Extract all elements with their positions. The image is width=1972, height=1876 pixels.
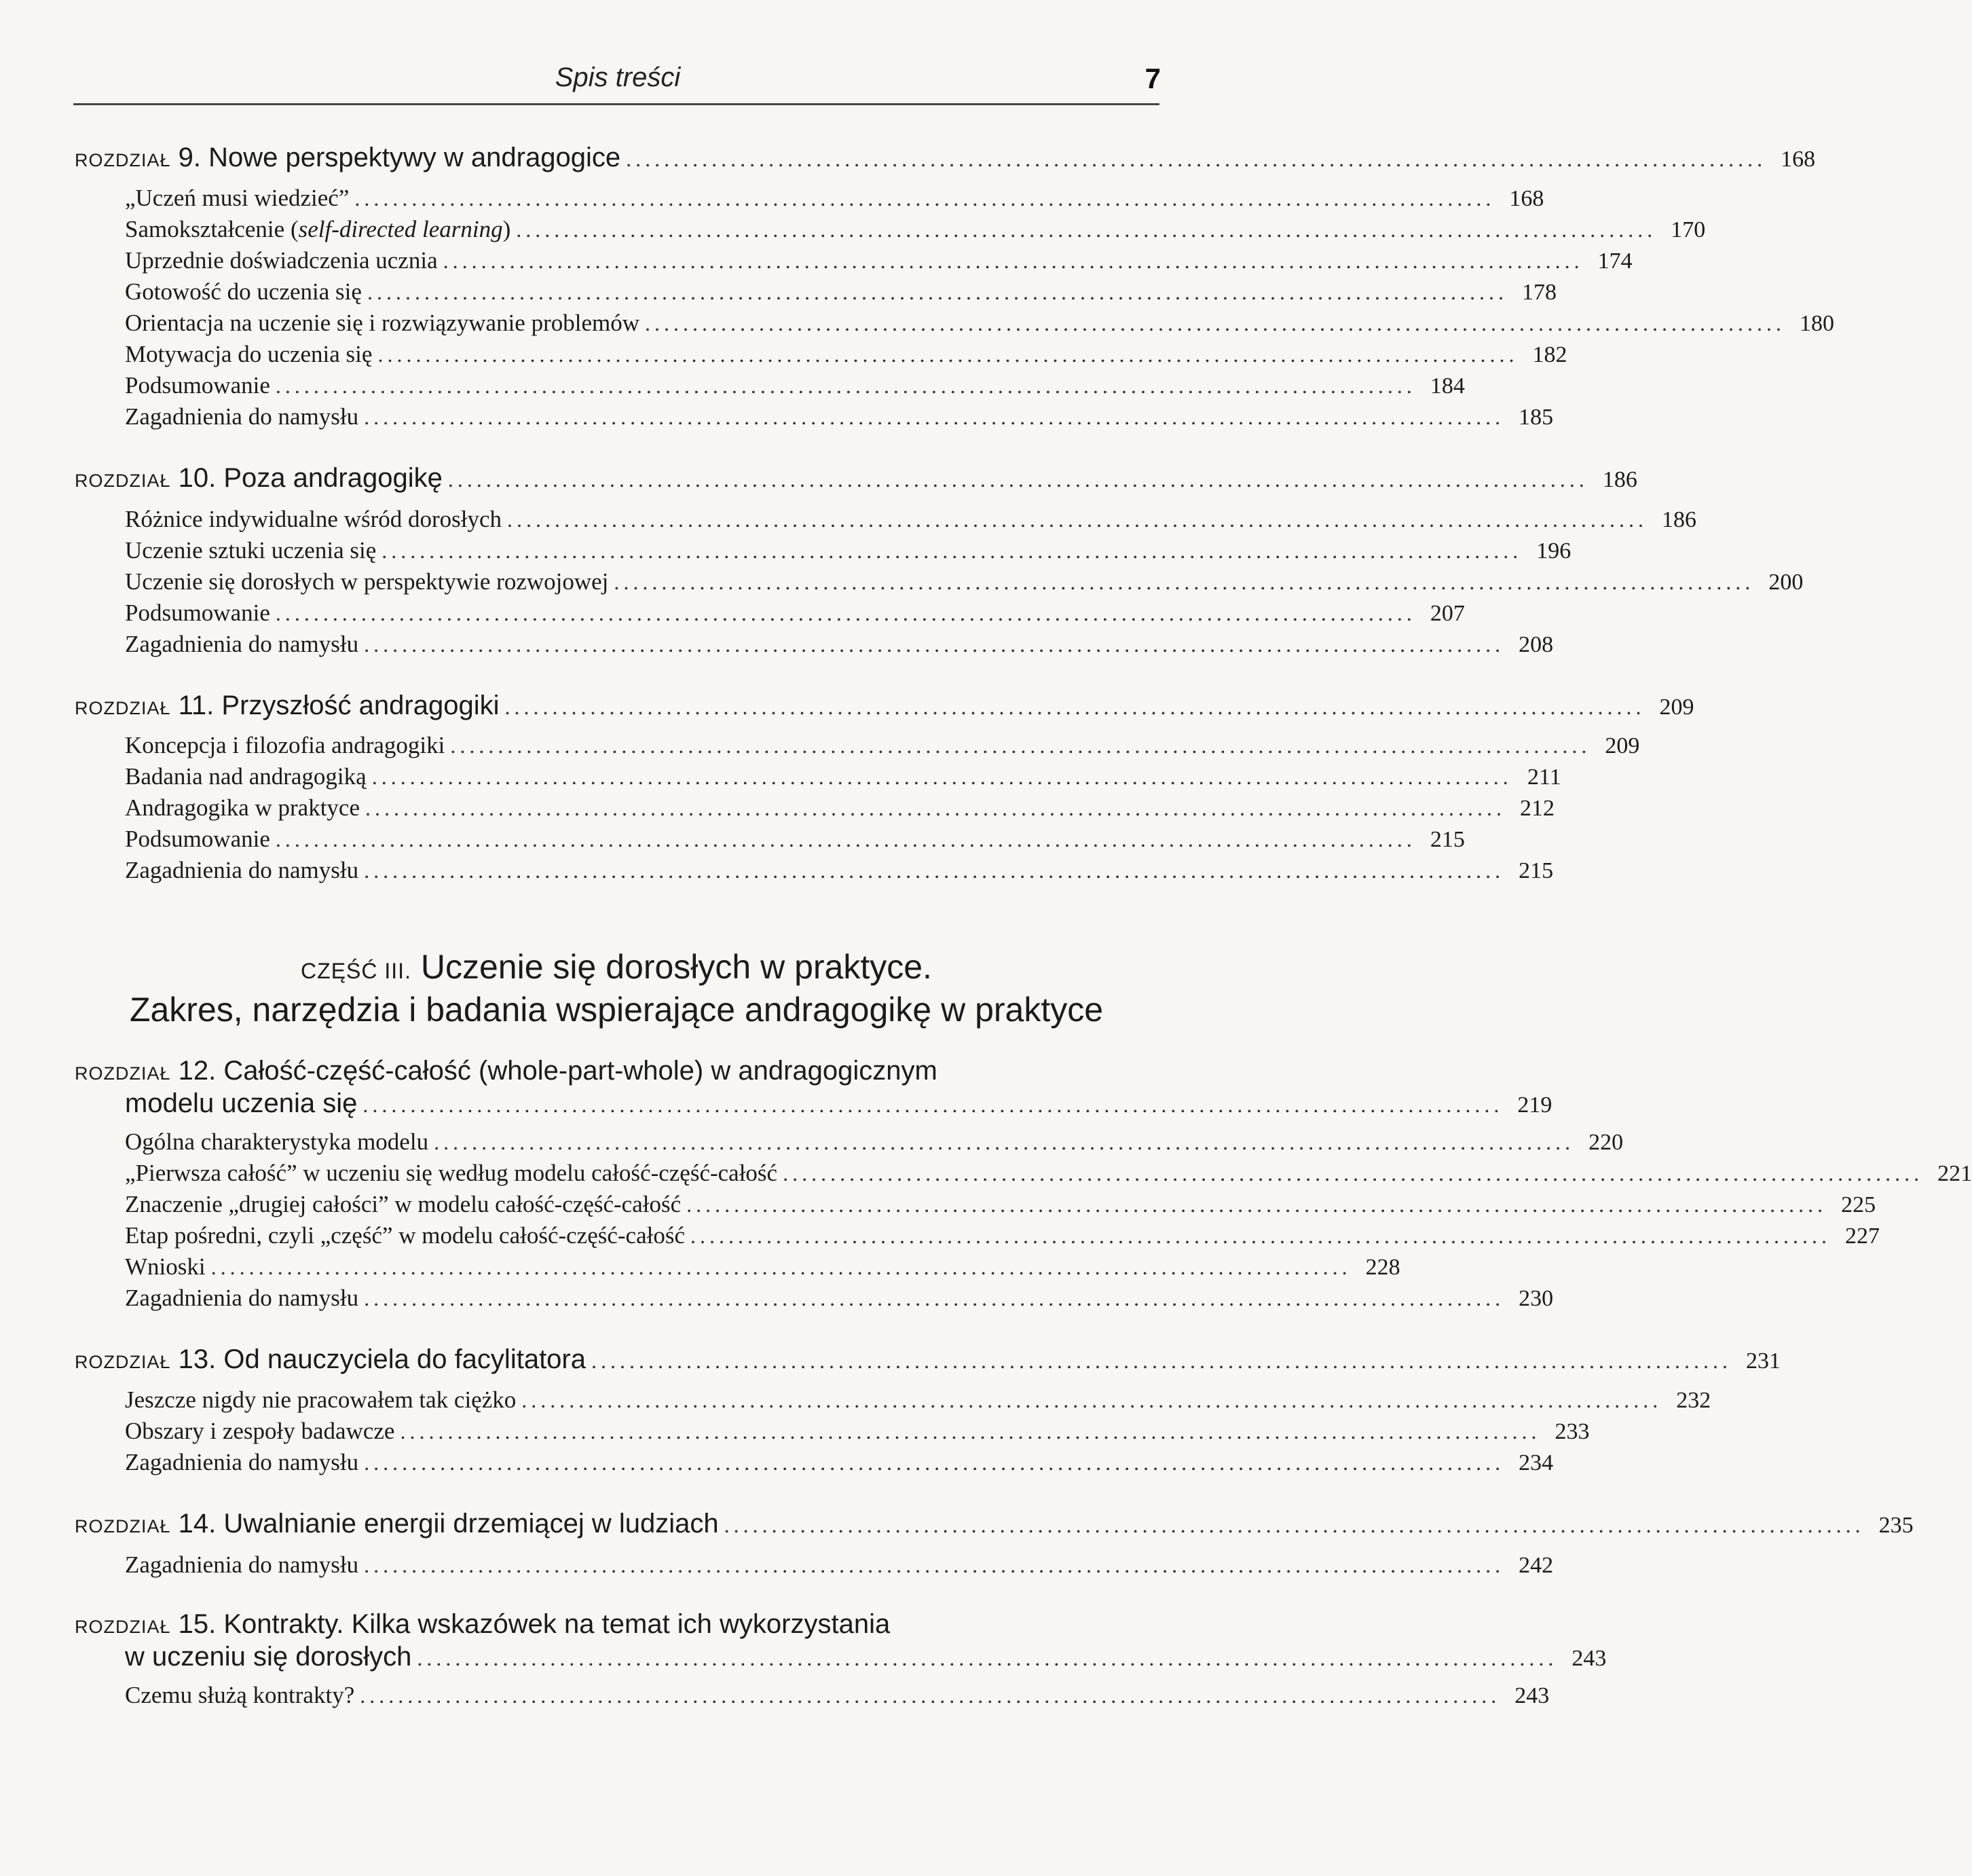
entry-page: 221 <box>1937 1161 1972 1186</box>
dot-leader: ........................................................................................................................ <box>364 858 1505 883</box>
entry-title-roman: Samokształcenie ( <box>125 216 299 242</box>
chapter-title-line1: Kontrakty. Kilka wskazówek na temat ich wykorzystania <box>223 1609 891 1639</box>
dot-leader: ........................................................................................................................ <box>516 217 1657 242</box>
dot-leader: ........................................................................................................................ <box>364 632 1505 657</box>
toc-entry[interactable] <box>125 506 1697 533</box>
dot-leader: ........................................................................................................................ <box>686 1192 1827 1217</box>
entry-page: 180 <box>1800 311 1834 336</box>
entry-title: Podsumowanie <box>125 600 270 626</box>
chapter-title: Nowe perspektywy w andragogice <box>208 143 621 172</box>
entry-page: 170 <box>1671 217 1706 242</box>
entry-title: Motywacja do uczenia się <box>125 341 373 367</box>
dot-leader: ........................................................................................................................ <box>450 733 1591 758</box>
chapter-title-line2: w uczeniu się dorosłych <box>125 1642 412 1672</box>
chapter-label: ROZDZIAŁ <box>75 698 171 718</box>
part-label: CZĘŚĆ III. <box>301 959 411 983</box>
chapter-page: 209 <box>1659 695 1694 720</box>
chapter-number: 10. <box>178 463 217 493</box>
entry-page: 168 <box>1509 186 1544 211</box>
dot-leader: ........................................................................................................................ <box>367 280 1508 304</box>
entry-page: 185 <box>1519 405 1554 430</box>
toc-entry[interactable] <box>125 247 1633 274</box>
toc-entry[interactable] <box>125 216 1706 243</box>
toc-entry[interactable] <box>125 1551 1554 1579</box>
entry-page: 242 <box>1519 1553 1554 1578</box>
toc-entry[interactable] <box>125 826 1465 853</box>
part-title-line2: Zakres, narzędzia i badania wspierające andragogikę w praktyce <box>129 991 1104 1029</box>
dot-leader: ........................................................................................................................ <box>443 249 1584 273</box>
dot-leader: ........................................................................................................................ <box>400 1419 1541 1443</box>
chapter-label: ROZDZIAŁ <box>75 471 171 491</box>
entry-page: 225 <box>1841 1192 1876 1217</box>
toc-chapter-15-line2[interactable] <box>125 1642 1607 1672</box>
dot-leader: ........................................................................................................................ <box>690 1224 1831 1248</box>
chapter-number: 15. <box>178 1609 217 1639</box>
toc-entry[interactable] <box>125 1418 1590 1445</box>
chapter-title: Poza andragogikę <box>223 463 443 493</box>
toc-entry[interactable] <box>125 341 1567 368</box>
toc-entry[interactable] <box>125 568 1804 595</box>
dot-leader: ........................................................................................................................ <box>210 1255 1352 1279</box>
toc-entry[interactable] <box>125 1128 1624 1156</box>
chapter-label: ROZDZIAŁ <box>75 1352 171 1372</box>
entry-title: Koncepcja i filozofia andragogiki <box>125 732 445 758</box>
toc-entry[interactable] <box>125 1191 1876 1218</box>
page-number: 7 <box>1145 62 1161 94</box>
toc-entry[interactable] <box>125 600 1465 627</box>
entry-title: Zagadnienia do namysłu <box>125 857 359 883</box>
entry-title: Zagadnienia do namysłu <box>125 1551 359 1578</box>
dot-leader: ........................................................................................................................ <box>724 1513 1865 1537</box>
chapter-page: 235 <box>1878 1513 1914 1538</box>
dot-leader: ........................................................................................................................ <box>521 1388 1662 1412</box>
entry-title: „Pierwsza całość” w uczeniu się według modelu całość-część-całość <box>125 1160 778 1186</box>
dot-leader: ........................................................................................................................ <box>354 186 1495 210</box>
chapter-title: Uwalnianie energii drzemiącej w ludziach <box>223 1509 719 1539</box>
chapter-page: 231 <box>1746 1348 1781 1374</box>
chapter-heading <box>75 143 620 173</box>
dot-leader: ........................................................................................................................ <box>382 538 1523 563</box>
dot-leader: ........................................................................................................................ <box>447 467 1588 492</box>
entry-title: Zagadnienia do namysłu <box>125 1285 359 1311</box>
toc-entry[interactable] <box>125 1222 1880 1249</box>
chapter-heading <box>75 1344 586 1375</box>
running-header-title: Spis treści <box>555 62 681 92</box>
dot-leader: ........................................................................................................................ <box>645 311 1785 335</box>
entry-title: Etap pośredni, czyli „część” w modelu całość-część-całość <box>125 1222 685 1249</box>
toc-entry[interactable] <box>125 1253 1400 1281</box>
dot-leader: ........................................................................................................................ <box>364 1450 1505 1475</box>
part-heading-line1 <box>75 947 1158 987</box>
toc-chapter-13[interactable] <box>75 1344 1781 1375</box>
chapter-title-line2: modelu uczenia się <box>125 1088 358 1118</box>
dot-leader: ........................................................................................................................ <box>275 827 1416 851</box>
toc-entry[interactable] <box>125 1386 1711 1414</box>
toc-chapter-12-line2[interactable] <box>125 1088 1552 1119</box>
entry-title: Wnioski <box>125 1253 206 1280</box>
entry-page: 182 <box>1532 342 1567 367</box>
toc-entry[interactable] <box>125 794 1555 822</box>
entry-title: „Uczeń musi wiedzieć” <box>125 185 350 211</box>
dot-leader: ........................................................................................................................ <box>417 1646 1558 1670</box>
dot-leader: ........................................................................................................................ <box>507 507 1648 532</box>
entry-page: 215 <box>1430 827 1465 852</box>
entry-title: Zagadnienia do namysłu <box>125 631 359 657</box>
entry-page: 209 <box>1605 733 1640 758</box>
entry-page: 220 <box>1588 1130 1624 1155</box>
toc-entry[interactable] <box>125 372 1465 399</box>
toc-entry[interactable] <box>125 732 1640 759</box>
chapter-number: 14. <box>178 1509 217 1539</box>
entry-page: 227 <box>1845 1224 1880 1249</box>
toc-entry[interactable] <box>125 857 1554 884</box>
entry-title: Jeszcze nigdy nie pracowałem tak ciężko <box>125 1386 517 1413</box>
toc-chapter-10[interactable] <box>75 463 1637 494</box>
dot-leader: ........................................................................................................................ <box>364 1286 1505 1310</box>
chapter-title-line1: Całość-część-całość (whole-part-whole) w andragogicznym <box>223 1056 937 1086</box>
entry-page: 174 <box>1597 249 1633 274</box>
dot-leader: ........................................................................................................................ <box>504 695 1645 719</box>
entry-title: Znaczenie „drugiej całości” w modelu całość-część-całość <box>125 1191 682 1217</box>
dot-leader: ........................................................................................................................ <box>365 796 1506 820</box>
entry-page: 178 <box>1521 280 1557 305</box>
toc-entry[interactable] <box>125 1285 1554 1312</box>
chapter-label: ROZDZIAŁ <box>75 1516 171 1537</box>
dot-leader: ........................................................................................................................ <box>275 601 1416 625</box>
dot-leader: ........................................................................................................................ <box>364 405 1505 429</box>
entry-page: 243 <box>1514 1683 1550 1708</box>
entry-page: 200 <box>1768 570 1804 595</box>
toc-entry[interactable] <box>125 1160 1972 1187</box>
dot-leader: ........................................................................................................................ <box>783 1161 1924 1185</box>
entry-title: Andragogika w praktyce <box>125 794 360 821</box>
dot-leader: ........................................................................................................................ <box>614 570 1755 594</box>
entry-title: Gotowość do uczenia się <box>125 278 362 305</box>
chapter-heading <box>75 691 499 721</box>
toc-entry[interactable] <box>125 1682 1550 1709</box>
entry-page: 196 <box>1536 538 1571 564</box>
entry-title: Zagadnienia do namysłu <box>125 1449 359 1475</box>
toc-entry[interactable] <box>125 185 1544 212</box>
toc-entry[interactable] <box>125 631 1554 658</box>
entry-page: 234 <box>1519 1450 1554 1475</box>
entry-page: 228 <box>1365 1255 1400 1280</box>
chapter-number: 13. <box>178 1344 217 1374</box>
toc-chapter-12-line1[interactable] <box>75 1056 937 1086</box>
dot-leader: ........................................................................................................................ <box>371 765 1512 789</box>
entry-title: Podsumowanie <box>125 826 270 852</box>
chapter-number: 11. <box>178 691 215 720</box>
dot-leader: ........................................................................................................................ <box>626 147 1767 171</box>
chapter-page: 219 <box>1517 1092 1552 1118</box>
toc-chapter-14[interactable] <box>75 1509 1914 1539</box>
dot-leader: ........................................................................................................................ <box>275 373 1416 398</box>
entry-page: 211 <box>1527 765 1561 790</box>
entry-title: Obszary i zespoły badawcze <box>125 1418 395 1444</box>
chapter-label: ROZDZIAŁ <box>75 1063 171 1084</box>
entry-title: Badania nad andragogiką <box>125 763 367 790</box>
chapter-page: 243 <box>1571 1646 1607 1671</box>
entry-title-roman: ) <box>502 216 511 242</box>
entry-title: Uczenie się dorosłych w perspektywie rozwojowej <box>125 568 609 595</box>
chapter-label: ROZDZIAŁ <box>75 150 171 170</box>
chapter-number: 9. <box>178 143 201 172</box>
chapter-page: 168 <box>1781 147 1816 172</box>
toc-entry[interactable] <box>125 278 1557 306</box>
dot-leader: ........................................................................................................................ <box>434 1130 1575 1154</box>
toc-entry[interactable] <box>125 763 1561 790</box>
entry-title: Czemu służą kontrakty? <box>125 1682 355 1708</box>
entry-title: Uczenie sztuki uczenia się <box>125 537 377 564</box>
header-rule <box>73 103 1159 105</box>
chapter-number: 12. <box>178 1056 217 1086</box>
entry-page: 215 <box>1519 858 1554 883</box>
entry-title: Uprzednie doświadczenia ucznia <box>125 247 438 274</box>
part-heading-line2 <box>75 990 1158 1029</box>
dot-leader: ........................................................................................................................ <box>591 1348 1732 1373</box>
chapter-heading <box>75 1509 719 1539</box>
dot-leader: ........................................................................................................................ <box>360 1683 1501 1708</box>
entry-page: 208 <box>1519 632 1554 657</box>
entry-title: Zagadnienia do namysłu <box>125 403 359 430</box>
dot-leader: ........................................................................................................................ <box>377 342 1519 367</box>
entry-page: 233 <box>1555 1419 1590 1444</box>
entry-title-italic: self-directed learning <box>298 216 503 242</box>
dot-leader: ........................................................................................................................ <box>362 1092 1504 1117</box>
entry-page: 184 <box>1430 373 1465 399</box>
toc-chapter-11[interactable] <box>75 691 1694 721</box>
dot-leader: ........................................................................................................................ <box>364 1553 1505 1577</box>
entry-page: 230 <box>1519 1286 1554 1311</box>
entry-page: 212 <box>1519 796 1555 821</box>
entry-title: Orientacja na uczenie się i rozwiązywanie problemów <box>125 310 639 336</box>
chapter-heading <box>75 463 443 494</box>
entry-page: 186 <box>1662 507 1697 532</box>
entry-title: Różnice indywidualne wśród dorosłych <box>125 506 502 532</box>
toc-entry[interactable] <box>125 310 1834 337</box>
entry-title: Ogólna charakterystyka modelu <box>125 1128 429 1155</box>
entry-page: 207 <box>1430 601 1465 626</box>
chapter-page: 186 <box>1602 467 1637 492</box>
entry-title: Podsumowanie <box>125 372 270 399</box>
toc-chapter-15-line1[interactable] <box>75 1609 890 1640</box>
part-title-line1: Uczenie się dorosłych w praktyce. <box>420 948 932 986</box>
toc-entry[interactable] <box>125 537 1571 564</box>
toc-chapter-9[interactable] <box>75 143 1816 173</box>
chapter-title: Przyszłość andragogiki <box>221 691 500 720</box>
toc-entry[interactable] <box>125 403 1554 430</box>
entry-page: 232 <box>1676 1388 1711 1413</box>
toc-entry[interactable] <box>125 1449 1554 1476</box>
chapter-label: ROZDZIAŁ <box>75 1617 171 1637</box>
entry-title <box>125 216 510 243</box>
chapter-title: Od nauczyciela do facylitatora <box>223 1344 586 1374</box>
